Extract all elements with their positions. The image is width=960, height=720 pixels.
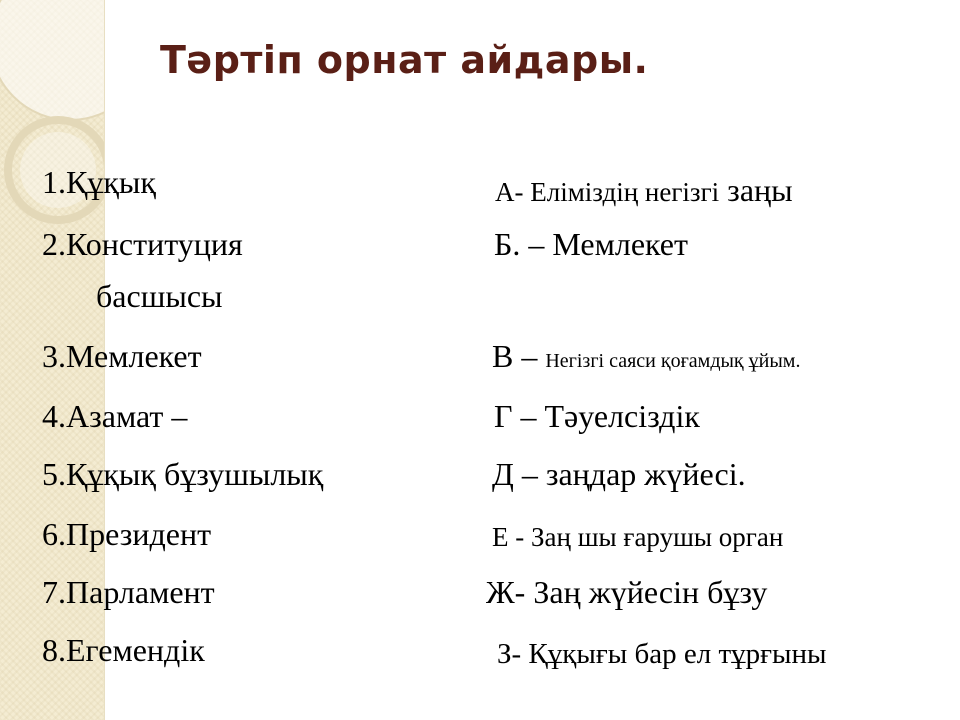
right-item-v <box>492 338 800 375</box>
right-item-g: Г – Тәуелсіздік <box>494 398 700 434</box>
left-item-8: 8.Егемендік <box>42 632 205 668</box>
right-item-a-end: заңы <box>719 172 793 208</box>
right-item-a <box>495 172 793 209</box>
right-item-b-continuation: басшысы <box>96 278 223 314</box>
left-item-6: 6.Президент <box>42 516 212 552</box>
decorative-circles <box>0 0 104 260</box>
right-item-v-text: Негізгі саяси қоғамдық ұйым. <box>545 350 801 372</box>
left-item-7: 7.Парламент <box>42 574 215 610</box>
right-item-z: З- Құқығы бар ел тұрғыны <box>497 638 827 670</box>
left-item-2: 2.Конституция <box>42 226 243 262</box>
slide-title: Тәртіп орнат айдары. <box>160 38 649 82</box>
left-item-5: 5.Құқық бұзушылық <box>42 456 324 492</box>
left-item-3: 3.Мемлекет <box>42 338 202 374</box>
right-item-b: Б. – Мемлекет <box>494 226 688 262</box>
right-item-a-main: А- Еліміздің негізгі <box>495 177 720 207</box>
left-item-1: 1.Құқық <box>42 164 156 200</box>
right-item-v-letter: В – <box>492 338 546 374</box>
right-item-e: Е - Заң шы ғарушы орган <box>492 522 784 552</box>
right-item-d: Д – заңдар жүйесі. <box>492 456 746 492</box>
left-item-4: 4.Азамат – <box>42 398 188 434</box>
right-item-zh: Ж- Заң жүйесін бұзу <box>486 574 768 610</box>
